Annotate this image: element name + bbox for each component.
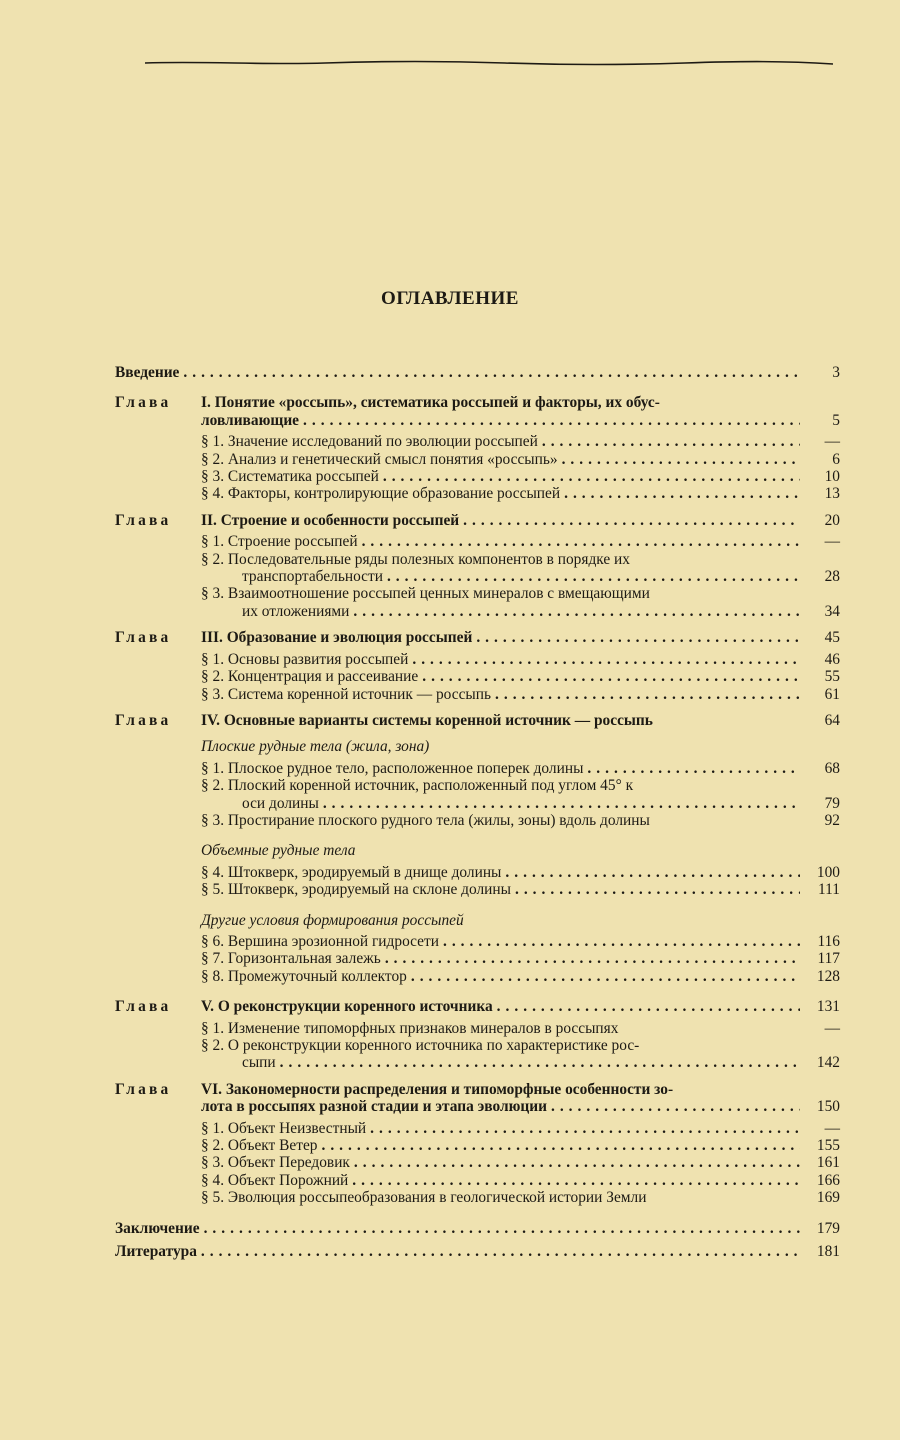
leader-dots (587, 760, 800, 777)
section-page: 116 (817, 932, 840, 950)
chapter-title-line: Понятие «россыпь», систематика россыпей и факторы, их обус- (214, 394, 660, 412)
leader-dots (352, 1172, 800, 1189)
chapter-title-line: Строение и особенности россыпей (220, 511, 460, 529)
chapter-num: IV. (201, 711, 220, 729)
section-page: 68 (824, 759, 840, 777)
section-page: 142 (816, 1054, 840, 1072)
toc-section[interactable] (115, 1154, 840, 1171)
toc-section[interactable] (115, 533, 840, 550)
section-page: 169 (816, 1189, 840, 1207)
leader-dots (353, 603, 800, 620)
toc-section[interactable] (115, 864, 840, 881)
chapter-page: 5 (832, 411, 840, 429)
section-label: § 3. Объект Передовик (201, 1154, 350, 1172)
toc-section[interactable] (115, 1189, 840, 1206)
toc-section[interactable] (115, 433, 840, 450)
toc-section[interactable] (115, 686, 840, 703)
section-page: 111 (818, 881, 840, 899)
chapter-1 (115, 394, 840, 502)
toc-section-cont[interactable] (115, 603, 840, 620)
leader-dots (476, 629, 800, 646)
toc-section[interactable] (115, 668, 840, 685)
toc-intro-label: Введение (115, 364, 180, 381)
toc-literature-label: Литература (115, 1243, 197, 1261)
chapter-page: 131 (816, 998, 840, 1016)
section-page: — (824, 433, 840, 451)
section-label: § 1. Объект Неизвестный (201, 1119, 367, 1137)
leader-dots (515, 881, 800, 898)
chapter-page: 150 (816, 1098, 840, 1116)
toc-section[interactable] (115, 760, 840, 777)
toc-section[interactable] (115, 451, 840, 468)
section-page: 34 (824, 602, 840, 620)
toc-intro[interactable] (115, 364, 840, 381)
chapter-4-title[interactable] (115, 712, 840, 729)
section-label: § 2. О реконструкции коренного источника по характеристике рос- (201, 1037, 640, 1054)
chapter-4 (115, 712, 840, 985)
toc-conclusion[interactable] (115, 1220, 840, 1237)
section-label-cont: транспортабельности (242, 568, 383, 586)
table-of-contents (115, 364, 840, 1260)
toc-section[interactable] (115, 468, 840, 485)
section-label: § 4. Факторы, контролирующие образование россыпей (201, 485, 561, 503)
chapter-title-line: Образование и эволюция россыпей (226, 629, 473, 647)
leader-dots (204, 1220, 800, 1237)
section-page: 100 (816, 863, 840, 881)
section-label: § 1. Значение исследований по эволюции россыпей (201, 433, 538, 451)
section-page: 46 (824, 650, 840, 668)
chapter-2 (115, 512, 840, 620)
leader-dots (362, 533, 800, 550)
section-page: — (824, 533, 840, 551)
section-label-cont: их отложениями (242, 602, 350, 620)
section-label: § 5. Эволюция россыпеобразования в геологической истории Земли (201, 1189, 647, 1207)
chapter-2-title[interactable] (115, 512, 840, 529)
section-label: § 1. Основы развития россыпей (201, 650, 409, 668)
toc-literature[interactable] (115, 1243, 840, 1260)
chapter-word: Глава (115, 711, 172, 729)
leader-dots (422, 668, 800, 685)
section-label: § 1. Плоское рудное тело, расположенное поперек долины (201, 759, 584, 777)
section-label: § 3. Систематика россыпей (201, 468, 379, 486)
leader-dots (542, 433, 800, 450)
toc-section-cont[interactable] (115, 795, 840, 812)
toc-section[interactable] (115, 585, 840, 602)
leader-dots (280, 1054, 800, 1071)
chapter-word: Глава (115, 1080, 172, 1098)
toc-section[interactable] (115, 651, 840, 668)
toc-section[interactable] (115, 1020, 840, 1037)
chapter-title-line: О реконструкции коренного источника (217, 998, 493, 1016)
section-page: 55 (824, 668, 840, 686)
leader-dots (412, 651, 800, 668)
chapter-page: 45 (824, 629, 840, 647)
section-label: § 4. Объект Порожний (201, 1171, 349, 1189)
section-label: § 8. Промежуточный коллектор (201, 967, 407, 985)
group-heading: Другие условия формирования россыпей (201, 911, 464, 929)
section-page: 28 (824, 568, 840, 586)
section-label: § 2. Анализ и генетический смысл понятия «россыпь» (201, 450, 558, 468)
chapter-num: II. (201, 511, 217, 529)
toc-section[interactable] (115, 1037, 840, 1054)
toc-literature-page: 181 (816, 1243, 840, 1261)
page-title: ОГЛАВЛЕНИЕ (381, 288, 519, 309)
toc-conclusion-page: 179 (816, 1219, 840, 1237)
section-label: § 5. Штокверк, эродируемый на склоне долины (201, 881, 511, 899)
toc-section[interactable] (115, 1137, 840, 1154)
section-page: — (824, 1019, 840, 1037)
leader-dots (385, 950, 800, 967)
chapter-page: 20 (824, 511, 840, 529)
leader-dots (321, 1137, 800, 1154)
leader-dots (551, 1098, 800, 1115)
section-page: 161 (816, 1154, 840, 1172)
leader-dots (370, 1120, 800, 1137)
leader-dots (383, 468, 800, 485)
section-label: § 2. Объект Ветер (201, 1137, 318, 1155)
chapter-6-title[interactable] (115, 1081, 840, 1098)
section-label: § 1. Изменение типоморфных признаков минералов в россыпях (201, 1019, 619, 1037)
chapter-6-title-cont (115, 1098, 840, 1115)
section-label: § 3. Простирание плоского рудного тела (жилы, зоны) вдоль долины (201, 811, 650, 829)
section-label: § 1. Строение россыпей (201, 533, 358, 551)
chapter-title-line: ловливающие (201, 411, 300, 429)
toc-section[interactable] (115, 812, 840, 829)
decorative-rule (145, 59, 833, 67)
leader-dots (443, 933, 800, 950)
section-label: § 2. Концентрация и рассеивание (201, 668, 419, 686)
toc-section[interactable] (115, 485, 840, 502)
chapter-1-title-cont (115, 412, 840, 429)
chapter-title-line: Основные варианты системы коренной источник — россыпь (223, 711, 653, 729)
section-label: § 3. Система коренной источник — россыпь (201, 685, 492, 703)
chapter-title-line: лота в россыпях разной стадии и этапа эволюции (201, 1098, 547, 1116)
toc-intro-page: 3 (832, 364, 840, 381)
leader-dots (495, 686, 800, 703)
section-label: § 6. Вершина эрозионной гидросети (201, 932, 439, 950)
chapter-3 (115, 629, 840, 703)
toc-section-cont[interactable] (115, 1054, 840, 1071)
section-page: 128 (816, 967, 840, 985)
chapter-num: III. (201, 629, 223, 647)
leader-dots (323, 795, 800, 812)
leader-dots (201, 1243, 800, 1260)
chapter-3-title[interactable] (115, 629, 840, 646)
section-page: 79 (824, 794, 840, 812)
group-heading: Объемные рудные тела (201, 842, 356, 860)
section-page: 61 (824, 685, 840, 703)
toc-section[interactable] (115, 1120, 840, 1137)
leader-dots (562, 451, 800, 468)
leader-dots (463, 512, 800, 529)
chapter-6 (115, 1081, 840, 1207)
chapter-word: Глава (115, 394, 172, 412)
toc-section[interactable] (115, 777, 840, 794)
section-label-cont: оси долины (242, 794, 319, 812)
toc-section[interactable] (115, 950, 840, 967)
toc-section-cont[interactable] (115, 568, 840, 585)
chapter-1-title[interactable] (115, 394, 840, 411)
section-label-cont: сыпи (242, 1054, 276, 1072)
leader-dots (387, 568, 800, 585)
section-label: § 2. Плоский коренной источник, расположенный под углом 45° к (201, 777, 634, 795)
group-heading: Плоские рудные тела (жила, зона) (201, 738, 430, 756)
section-page: 117 (817, 950, 840, 968)
leader-dots (505, 864, 800, 881)
chapter-5-title[interactable] (115, 998, 840, 1015)
section-page: — (824, 1119, 840, 1137)
section-page: 92 (824, 811, 840, 829)
chapter-page: 64 (824, 711, 840, 729)
chapter-word: Глава (115, 511, 172, 529)
section-page: 13 (824, 485, 840, 503)
toc-section[interactable] (115, 968, 840, 985)
leader-dots (497, 998, 800, 1015)
section-label: § 2. Последовательные ряды полезных компонентов в порядке их (201, 550, 630, 568)
section-page: 6 (832, 450, 840, 468)
chapter-word: Глава (115, 629, 172, 647)
chapter-word: Глава (115, 998, 172, 1016)
section-page: 166 (816, 1171, 840, 1189)
leader-dots (411, 968, 800, 985)
section-label: § 7. Горизонтальная залежь (201, 950, 381, 968)
toc-section[interactable] (115, 933, 840, 950)
chapter-num: V. (201, 998, 214, 1016)
leader-dots (354, 1154, 800, 1171)
section-label: § 3. Взаимоотношение россыпей ценных минералов с вмещающими (201, 585, 650, 603)
leader-dots (564, 485, 800, 502)
leader-dots (303, 412, 800, 429)
section-page: 10 (824, 468, 840, 486)
toc-section[interactable] (115, 881, 840, 898)
chapter-title-line: Закономерности распределения и типоморфные особенности зо- (225, 1080, 674, 1098)
toc-conclusion-label: Заключение (115, 1219, 200, 1237)
chapter-num: VI. (201, 1080, 222, 1098)
toc-section[interactable] (115, 1172, 840, 1189)
section-page: 155 (816, 1137, 840, 1155)
chapter-num: I. (201, 394, 211, 412)
chapter-5 (115, 998, 840, 1072)
leader-dots (183, 364, 800, 381)
toc-section[interactable] (115, 551, 840, 568)
section-label: § 4. Штокверк, эродируемый в днище долины (201, 863, 502, 881)
